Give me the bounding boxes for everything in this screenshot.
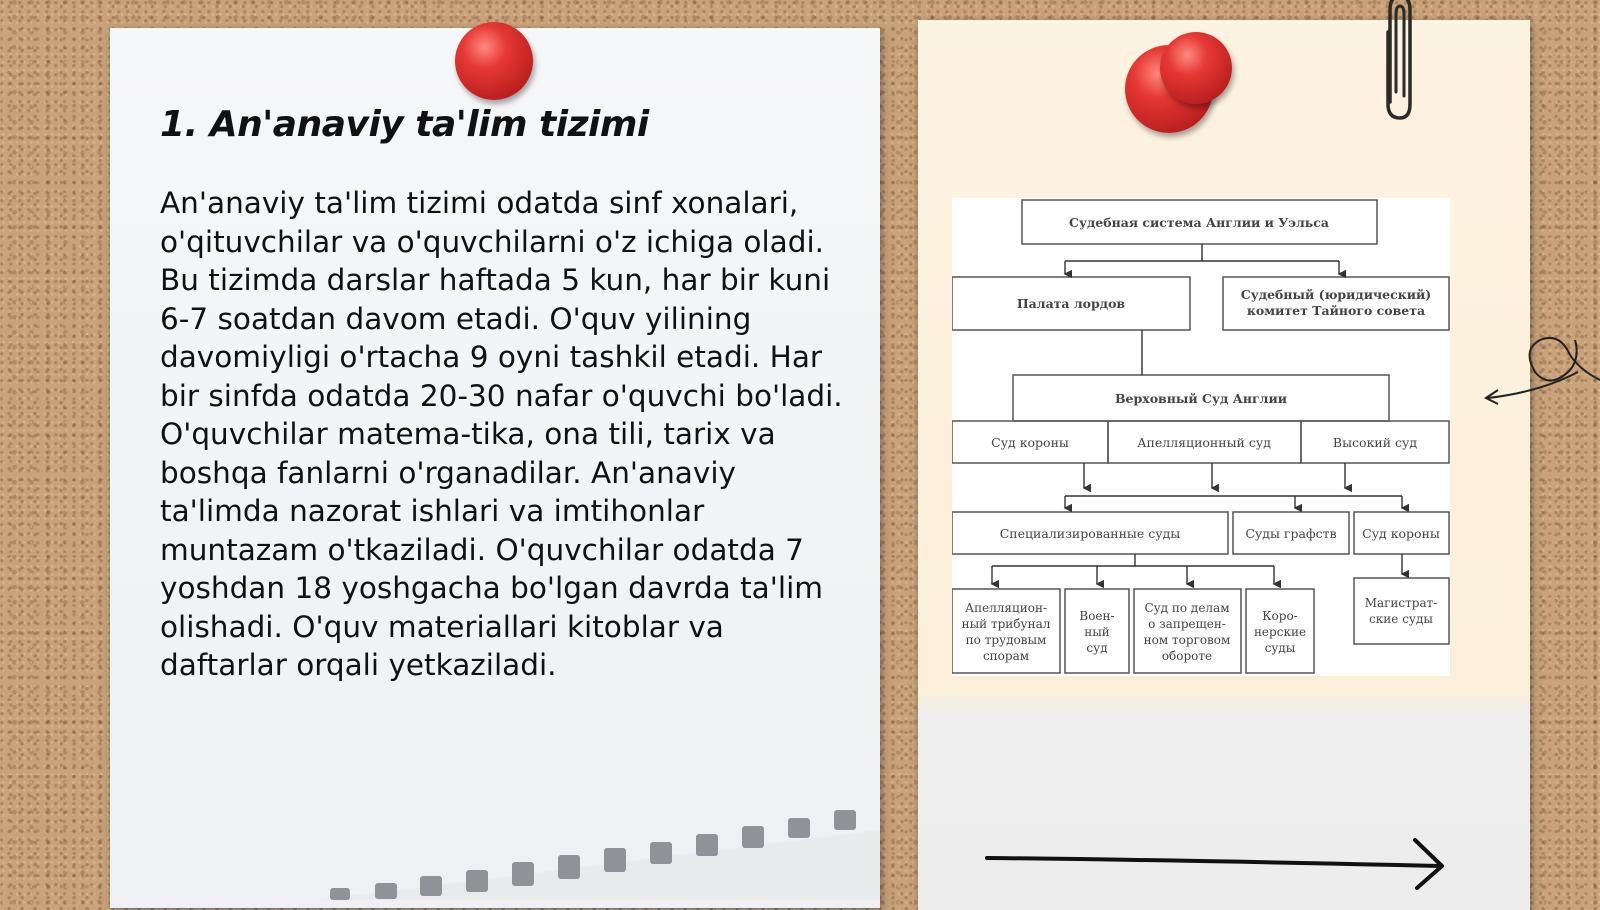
diagram-privy-line2: комитет Тайного совета bbox=[1246, 303, 1426, 318]
diagram-military-line3: суд bbox=[1086, 641, 1108, 655]
diagram-restrictive-line3: ном торговом bbox=[1143, 633, 1231, 647]
diagram-privy-line1: Судебный (юридический) bbox=[1240, 287, 1432, 302]
diagram-county-label: Суды графств bbox=[1245, 526, 1337, 541]
diagram-magistrates-line1: Магистрат- bbox=[1364, 596, 1438, 610]
diagram-employment-line3: по трудовым bbox=[965, 633, 1047, 647]
doodle-arrow-icon bbox=[1480, 310, 1600, 410]
diagram-specialized-label: Специализированные суды bbox=[999, 526, 1181, 541]
diagram-appeal-court-label: Апелляционный суд bbox=[1137, 435, 1271, 450]
diagram-crown-courts-label: Суд короны bbox=[1362, 526, 1440, 541]
push-pin-icon bbox=[1160, 32, 1232, 104]
diagram-crown-court-label: Суд короны bbox=[991, 435, 1069, 450]
diagram-restrictive-line4: обороте bbox=[1161, 649, 1213, 663]
diagram-restrictive-line1: Суд по делам bbox=[1144, 601, 1230, 615]
diagram-restrictive-line2: о запрещен- bbox=[1148, 617, 1226, 631]
diagram-employment-line4: спорам bbox=[982, 649, 1030, 663]
body-paragraph: An'anaviy ta'lim tizimi odatda sinf xonalari, o'qituvchilar va o'quvchilarni o'z ichiga oladi. Bu tizimda darslar haftada 5 kun, har bir kuni 6-7 soatdan davom etadi. O'quv yilining davomiyligi o'rtacha 9 oyni tashkil etadi. Har bir sinfda odatda 20-30 nafar o'quvchi bo'ladi. O'quvchilar matema-tika, ona tili, tarix va boshqa fanlarni o'rganadilar. An'anaviy ta'limda nazorat ishlari va imtihonlar muntazam o'tkaziladi. O'quvchilar odatda 7 yoshdan 18 yoshgacha bo'lgan davrda ta'lim olishadi. O'quv materiallari kitoblar va daftarlar orqali yetkaziladi. bbox=[160, 186, 843, 682]
diagram-lords-label: Палата лордов bbox=[1016, 296, 1126, 311]
paper-clip-icon bbox=[1380, 0, 1416, 124]
diagram-coroner-line1: Коро- bbox=[1262, 609, 1298, 623]
diagram-coroner-line2: нерские bbox=[1253, 625, 1307, 639]
diagram-employment-line2: ный трибунал bbox=[961, 617, 1051, 631]
diagram-magistrates-line2: ские суды bbox=[1369, 612, 1433, 626]
page-title: 1. An'anaviy ta'lim tizimi bbox=[160, 104, 649, 145]
diagram-coroner-line3: суды bbox=[1264, 641, 1296, 655]
push-pin-icon bbox=[455, 22, 533, 100]
diagram-supreme-label: Верховный Суд Англии bbox=[1114, 391, 1288, 406]
diagram-military-line2: ный bbox=[1084, 625, 1110, 639]
long-arrow-icon bbox=[985, 832, 1455, 892]
diagram-employment-line1: Апелляцион- bbox=[965, 601, 1047, 615]
diagram-military-line1: Воен- bbox=[1079, 609, 1115, 623]
court-system-diagram bbox=[952, 198, 1450, 676]
torn-edge-decoration bbox=[320, 800, 880, 900]
diagram-high-court-label: Высокий суд bbox=[1332, 435, 1418, 450]
diagram-root-label: Судебная система Англии и Уэльса bbox=[1069, 215, 1329, 230]
